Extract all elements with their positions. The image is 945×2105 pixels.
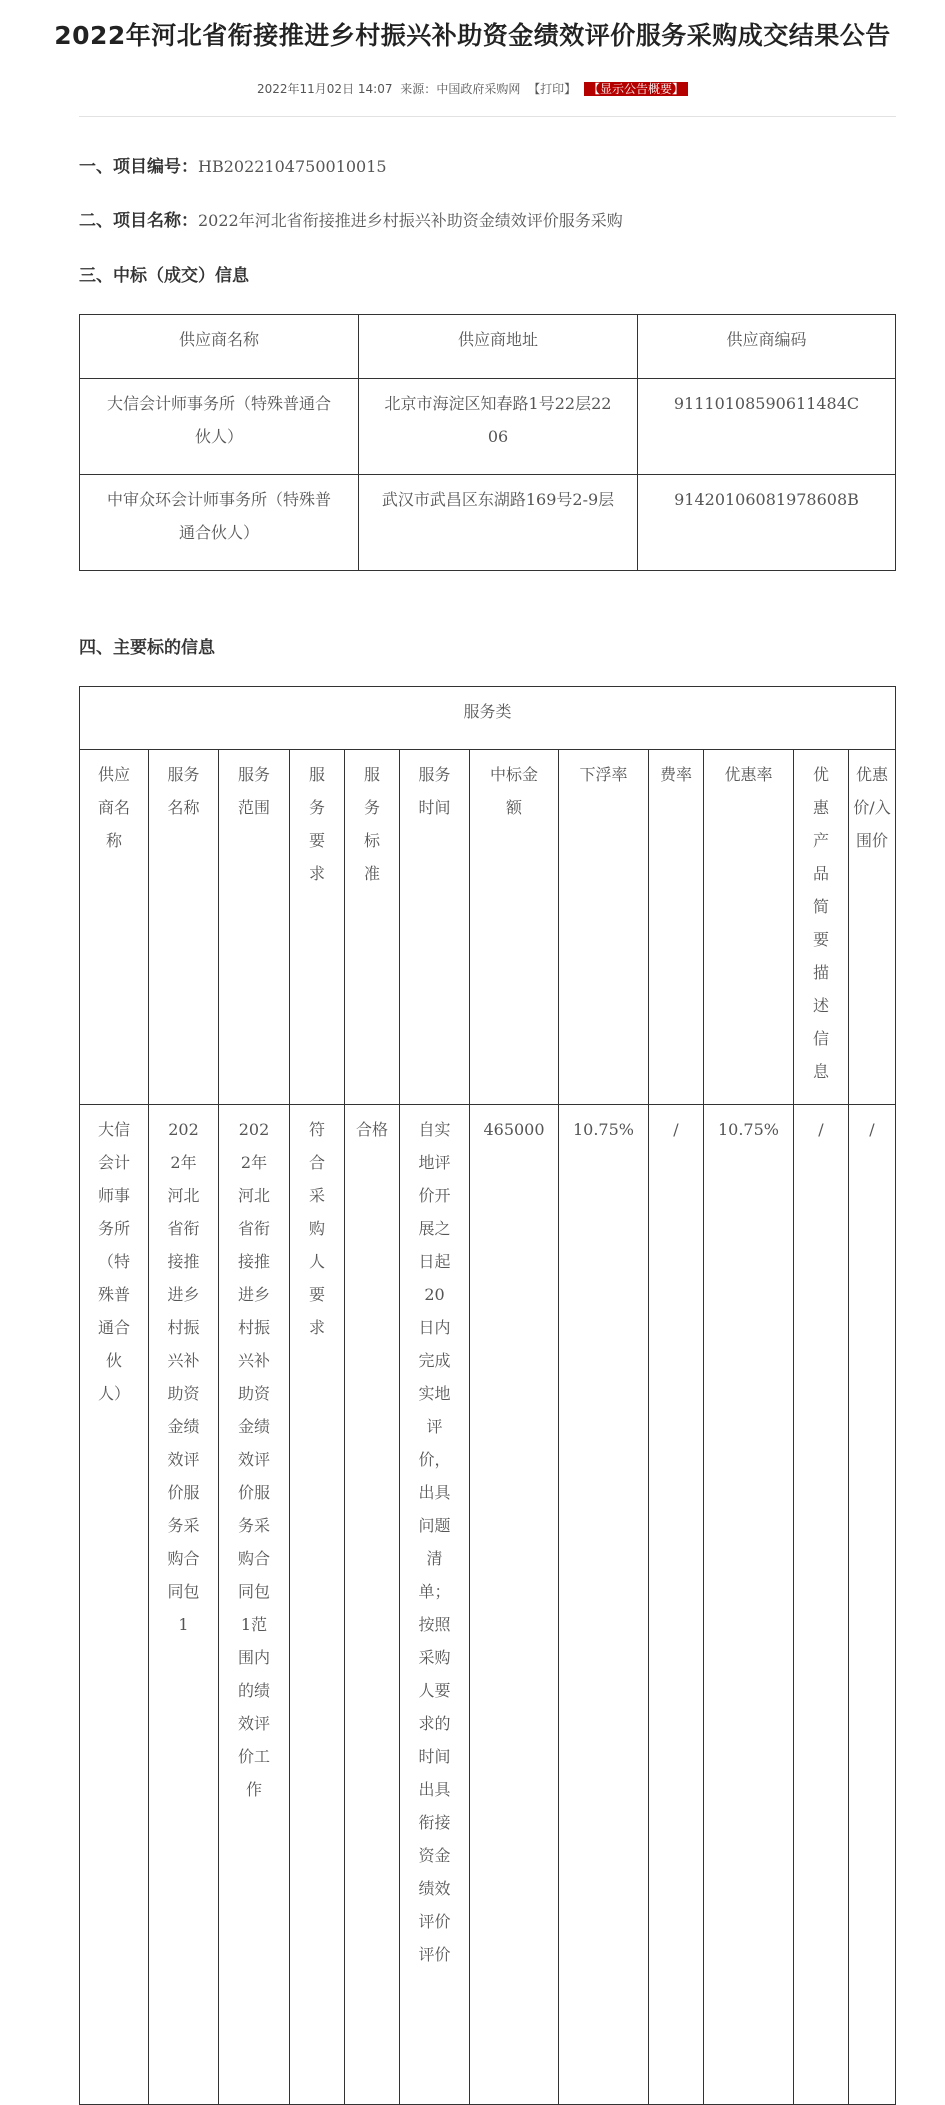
- cell-preferential-price: /: [849, 1105, 896, 2105]
- cell-text: 中审众环会计师事务所（特殊普通合伙人）: [106, 490, 331, 542]
- cell-supplier-address: [359, 475, 638, 571]
- header-text: 下浮率: [579, 765, 628, 784]
- header-cell: [400, 750, 470, 1105]
- header-text: 服务范围: [237, 765, 270, 817]
- service-category-caption: 服务类: [80, 687, 896, 750]
- cell-service-scope: [219, 1105, 290, 2105]
- cell-text: 北京市海淀区知春路1号22层2206: [384, 394, 612, 446]
- cell-text: 武汉市武昌区东湖路169号2-9层: [381, 490, 615, 509]
- winner-table: [79, 314, 896, 571]
- cell-supplier-name: [80, 379, 359, 475]
- print-link[interactable]: 【打印】: [528, 82, 577, 96]
- header-text: 优惠率: [724, 765, 773, 784]
- cell-supplier-name: [80, 1105, 149, 2105]
- header-cell: [649, 750, 704, 1105]
- header-cell: [704, 750, 794, 1105]
- cell-service-name: [149, 1105, 219, 2105]
- header-text: 服务时间: [418, 765, 451, 817]
- cell-text: 大信会计师事务所（特殊普通合伙人）: [106, 394, 331, 446]
- header-text: 供应商名称: [97, 765, 130, 850]
- header-cell: [470, 750, 559, 1105]
- cell-text: 自实地评价开展之日起20日内完成实地评价，出具问题清单；按照采购人要求的时间出具衔接资金绩效评价评价: [418, 1120, 451, 1964]
- header-supplier-address: 供应商地址: [359, 315, 638, 379]
- header-text: 服务标准: [363, 765, 380, 883]
- cell-supplier-name: [80, 475, 359, 571]
- table-row: [80, 1105, 896, 2105]
- cell-text: 2022年河北省衔接推进乡村振兴补助资金绩效评价服务采购合同包1范围内的绩效评价工作: [237, 1120, 270, 1799]
- table-row: [80, 475, 896, 571]
- source-label: 来源：: [400, 82, 437, 96]
- table-caption-row: [80, 687, 896, 750]
- cell-service-time: [400, 1105, 470, 2105]
- header-text: 优惠价/入围价: [853, 765, 891, 850]
- header-cell: [559, 750, 649, 1105]
- project-number-label: 一、项目编号：: [79, 157, 198, 177]
- header-text: 优惠产品简要描述信息: [812, 765, 829, 1081]
- header-text: 中标金额: [489, 765, 538, 817]
- cell-amount: 465000: [470, 1105, 559, 2105]
- cell-text: 符合采购人要求: [308, 1120, 325, 1337]
- header-cell: [290, 750, 345, 1105]
- cell-preferential-desc: /: [794, 1105, 849, 2105]
- source-name: 中国政府采购网: [436, 82, 521, 96]
- header-supplier-name: 供应商名称: [80, 315, 359, 379]
- table-row: [80, 379, 896, 475]
- cell-supplier-address: [359, 379, 638, 475]
- cell-service-requirement: [290, 1105, 345, 2105]
- project-name: [79, 206, 623, 231]
- cell-text: 合格: [355, 1120, 388, 1139]
- project-number: [79, 152, 387, 177]
- main-subject-label: 四、主要标的信息: [79, 638, 215, 658]
- project-number-value: HB2022104750010015: [198, 157, 387, 176]
- main-subject-heading: [79, 633, 215, 658]
- header-text: 服务要求: [308, 765, 325, 883]
- project-name-value: 2022年河北省衔接推进乡村振兴补助资金绩效评价服务采购: [198, 211, 623, 230]
- cell-preferential-rate: 10.75%: [704, 1105, 794, 2105]
- header-cell: [80, 750, 149, 1105]
- header-cell: [794, 750, 849, 1105]
- cell-text: 大信会计师事务所（特殊普通合伙人）: [97, 1120, 130, 1403]
- cell-supplier-code: 91420106081978608B: [638, 475, 896, 571]
- header-cell: [849, 750, 896, 1105]
- service-table: [79, 686, 896, 2105]
- header-text: 服务名称: [167, 765, 200, 817]
- cell-supplier-code: 91110108590611484C: [638, 379, 896, 475]
- header-supplier-code: 供应商编码: [638, 315, 896, 379]
- table-header-row: [80, 315, 896, 379]
- cell-text: 2022年河北省衔接推进乡村振兴补助资金绩效评价服务采购合同包1: [167, 1120, 200, 1634]
- divider: [79, 116, 896, 117]
- cell-discount-rate: 10.75%: [559, 1105, 649, 2105]
- cell-fee-rate: /: [649, 1105, 704, 2105]
- cell-service-standard: [345, 1105, 400, 2105]
- publish-date: 2022年11月02日 14:07: [256, 82, 393, 96]
- project-name-label: 二、项目名称：: [79, 211, 198, 231]
- header-cell: [149, 750, 219, 1105]
- winner-info-label: 三、中标（成交）信息: [79, 266, 249, 286]
- header-text: 费率: [659, 765, 692, 784]
- article-meta: [0, 80, 945, 97]
- header-cell: [345, 750, 400, 1105]
- header-cell: [219, 750, 290, 1105]
- table-header-row: [80, 750, 896, 1105]
- show-summary-button[interactable]: 【显示公告概要】: [584, 82, 688, 96]
- winner-info-heading: [79, 261, 249, 286]
- page-title: 2022年河北省衔接推进乡村振兴补助资金绩效评价服务采购成交结果公告: [54, 21, 891, 50]
